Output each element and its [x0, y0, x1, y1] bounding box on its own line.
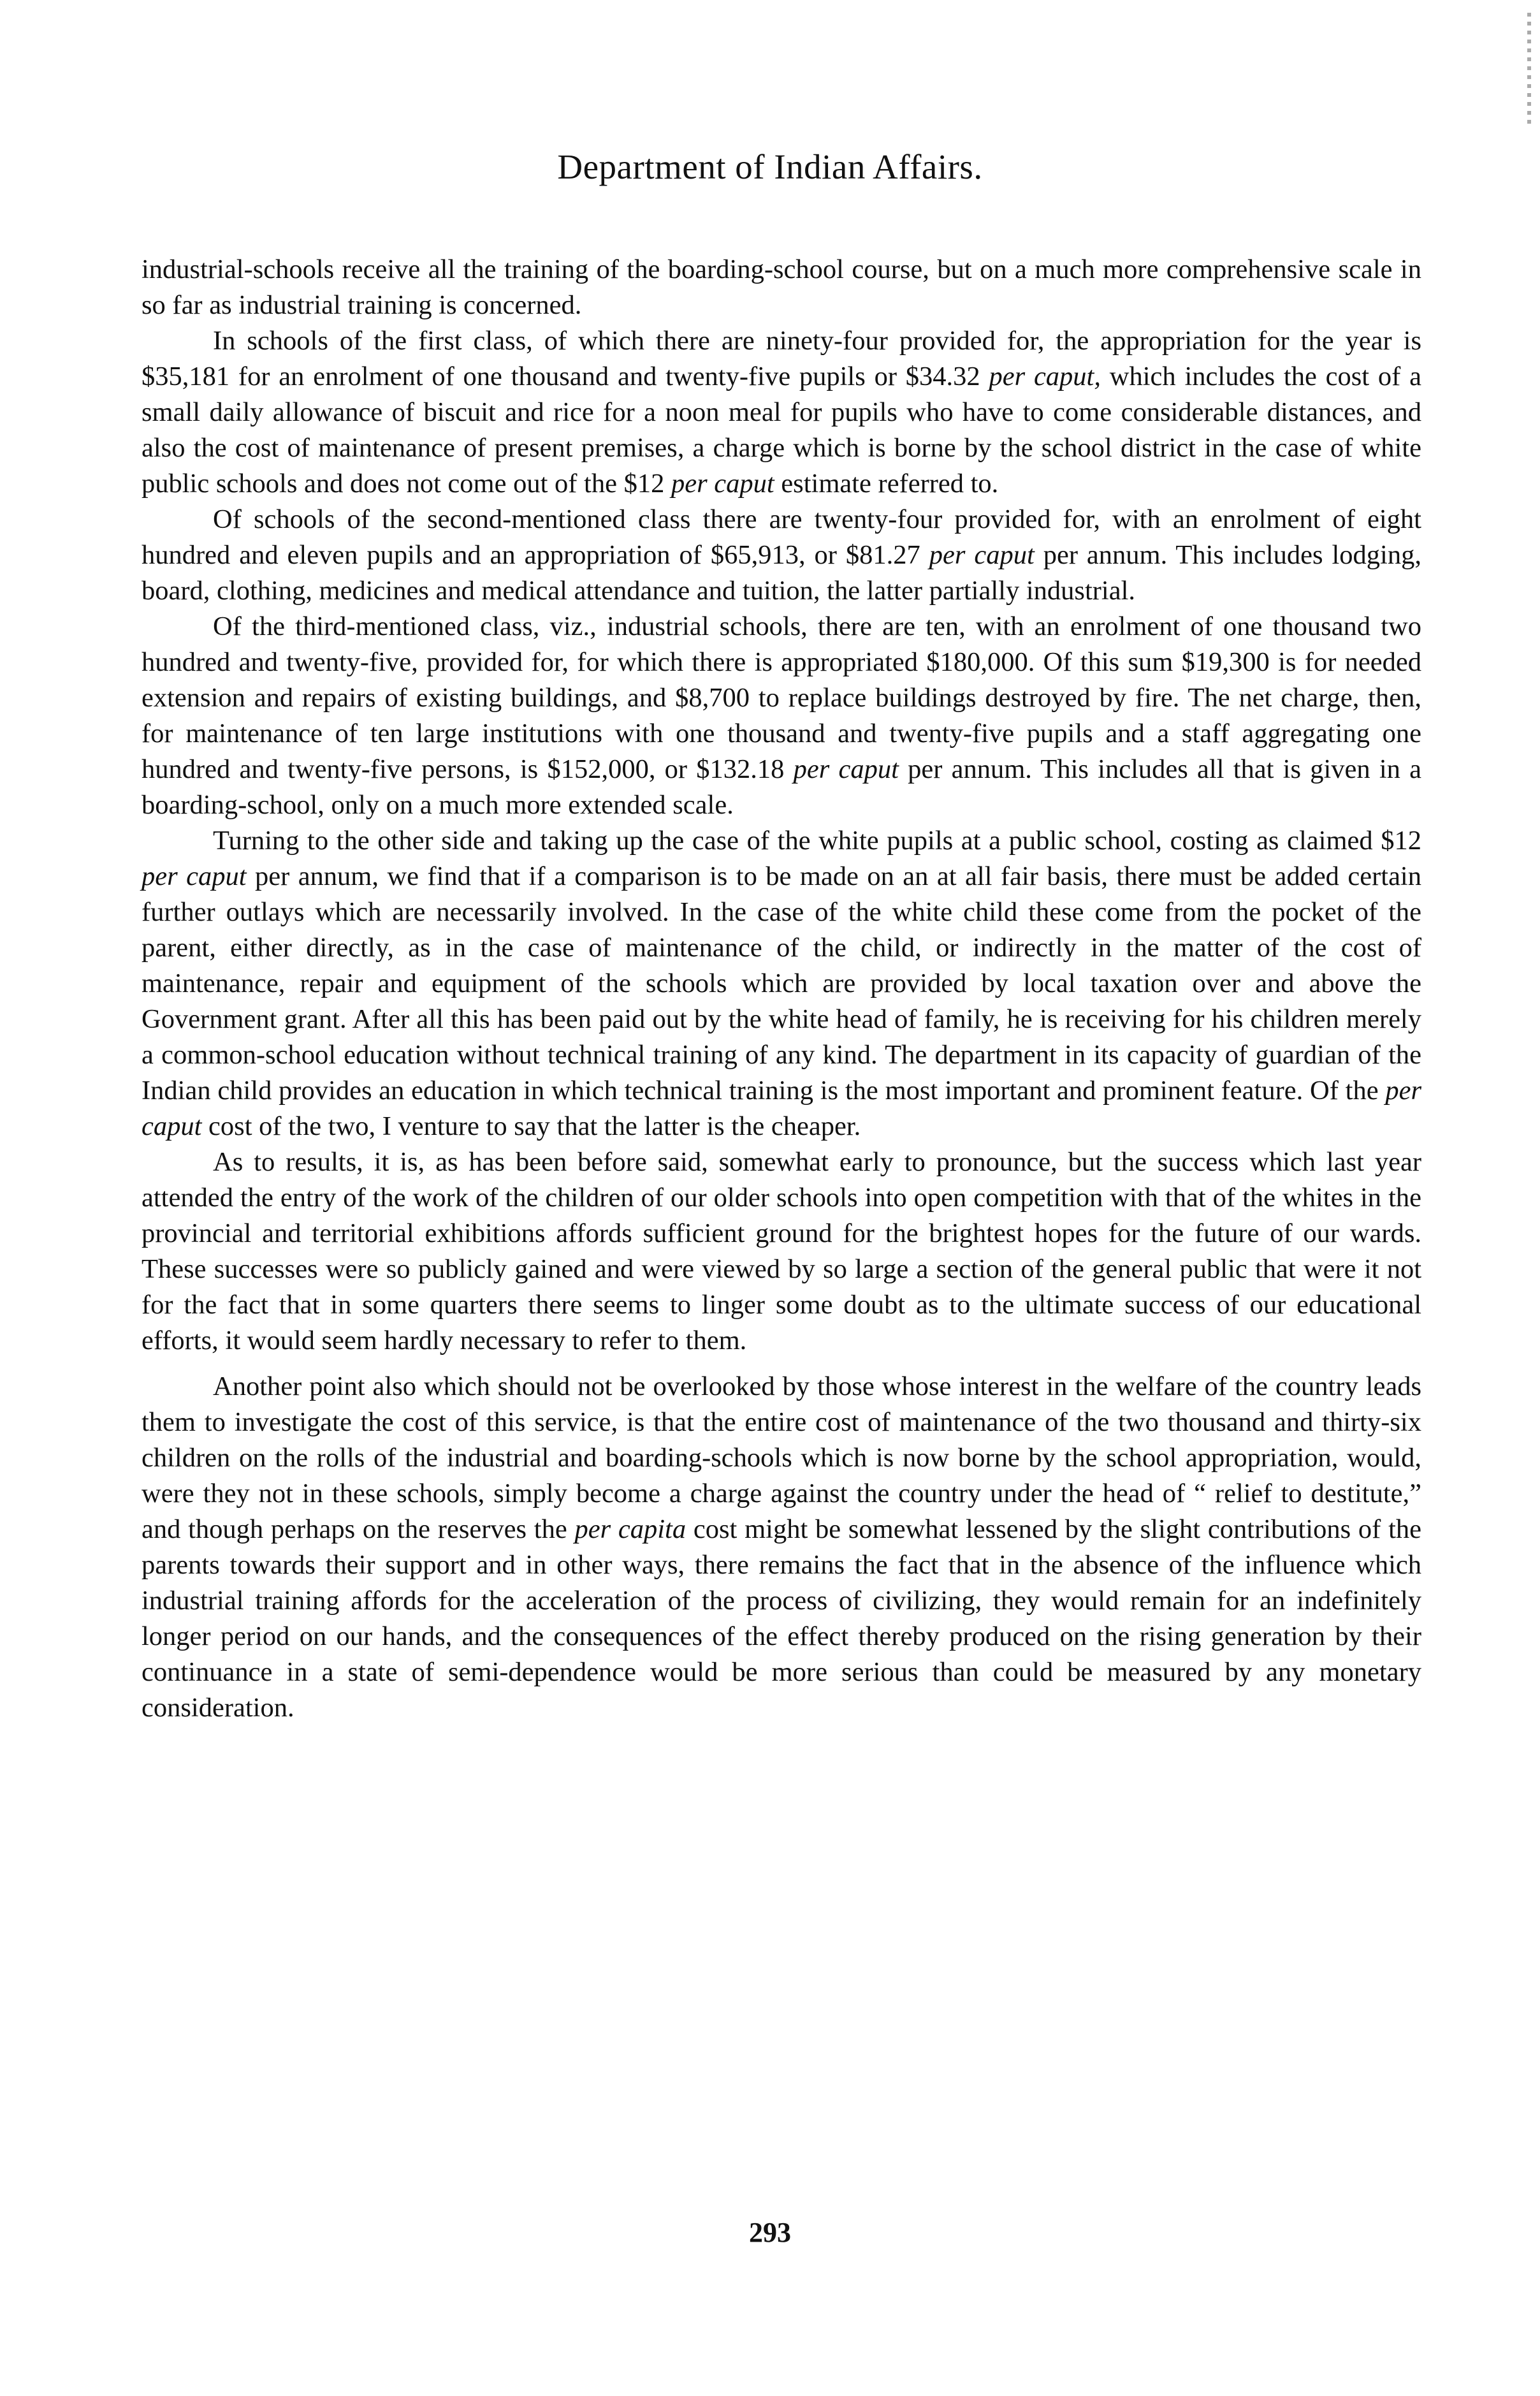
text-run: Turning to the other side and taking up the case of the white pupils at a public school, costing as claimed $12 — [213, 826, 1421, 856]
running-header: Department of Indian Affairs. — [557, 147, 983, 186]
text-run: cost of the two, I venture to say that the latter is the cheaper. — [201, 1111, 861, 1141]
italic-phrase: per caput — [671, 469, 774, 499]
page-number: 293 — [749, 2217, 791, 2248]
scan-edge-mark — [1527, 13, 1531, 128]
text-run: per annum, we find that if a comparison is to be made on an at all fair basis, there must be added certain further outlays which are necessarily involved. In the case of the white child these come from the pocket of the parent, either directly, as in the case of maintenance of the child, or indirectly in the matter of the cost of maintenance, repair and equipment of the schools which are provided by local taxation over and above the Government grant. After all this has been paid out by the white head of family, he is receiving for his children merely a common-school education without technical training of any kind. The department in its capacity of guardian of the Indian child provides an education in which technical training is the most important and prominent feature. Of the — [142, 861, 1421, 1106]
text-run: cost might be somewhat lessened by the slight contributions of the parents towards their support and in other ways, there remains the fact that in the absence of the influence which industrial training affords for the acceleration of the process of civilizing, they would remain for an indefinitely longer period on our hands, and the consequences of the effect thereby produced on the rising generation by their continuance in a state of semi-dependence would be more serious than could be measured by any monetary consideration. — [142, 1514, 1421, 1723]
paragraph — [142, 252, 1421, 323]
text-run: industrial-schools receive all the training of the boarding-school course, but on a much more comprehensive scale in so far as industrial training is concerned. — [142, 254, 1421, 320]
paragraph — [142, 609, 1421, 823]
italic-phrase: per caput — [793, 754, 899, 784]
text-run: per annum. This includes lodging, board, clothing, medicines and medical attendance and tuition, the latter partially industrial. — [142, 540, 1421, 606]
italic-phrase: per caput, — [989, 362, 1101, 391]
text-run: As to results, it is, as has been before said, somewhat early to pronounce, but the success which last year attended the entry of the work of the children of our older schools into open competition with that of the whites in the provincial and territorial exhibitions affords sufficient ground for the brightest hopes for the future of our wards. These successes were so publicly gained and were viewed by so large a section of the general public that were it not for the fact that in some quarters there seems to linger some doubt as to the ultimate success of our educational efforts, it would seem hardly necessary to refer to them. — [142, 1147, 1421, 1355]
text-run: estimate referred to. — [774, 469, 999, 499]
text-run: per annum. This includes all that is given in a boarding-school, only on a much more extended scale. — [142, 754, 1421, 820]
italic-phrase: per caput — [929, 540, 1035, 570]
italic-phrase: per caput — [142, 1076, 1421, 1141]
paragraph — [142, 502, 1421, 609]
paragraph — [142, 1369, 1421, 1726]
body-text — [142, 252, 1421, 1726]
text-run: Another point also which should not be overlooked by those whose interest in the welfare of the country leads them to investigate the cost of this service, is that the entire cost of maintenance of the two thousand and thirty-six children on the rolls of the industrial and boarding-schools which is now borne by the school appropriation, would, were they not in these schools, simply become a charge against the country under the head of “ relief to destitute,” and though perhaps on the reserves the — [142, 1371, 1421, 1544]
text-run: Of schools of the second-mentioned class there are twenty-four provided for, with an enrolment of eight hundred and eleven pupils and an appropriation of $65,913, or $81.27 — [142, 504, 1421, 570]
text-run: Of the third-mentioned class, viz., industrial schools, there are ten, with an enrolment of one thousand two hundred and twenty-five, provided for, for which there is appropriated $180,000. Of this sum $19,300 is for needed extension and repairs of existing buildings, and $8,700 to replace buildings destroyed by fire. The net charge, then, for maintenance of ten large institutions with one thousand and twenty-five pupils and a staff aggregating one hundred and twenty-five persons, is $152,000, or $132.18 — [142, 611, 1421, 784]
paragraph — [142, 1144, 1421, 1359]
paragraph — [142, 323, 1421, 502]
italic-phrase: per capita — [574, 1514, 686, 1544]
text-run: In schools of the first class, of which there are ninety-four provided for, the appropriation for the year is $35,181 for an enrolment of one thousand and twenty-five pupils or $34.32 — [142, 326, 1421, 391]
italic-phrase: per caput — [142, 861, 247, 891]
paragraph — [142, 823, 1421, 1144]
text-run: which includes the cost of a small daily allowance of biscuit and rice for a noon meal for pupils who have to come considerable distances, and also the cost of maintenance of present premises, a charge which is borne by the school district in the case of white public schools and does not come out of the $12 — [142, 362, 1421, 499]
